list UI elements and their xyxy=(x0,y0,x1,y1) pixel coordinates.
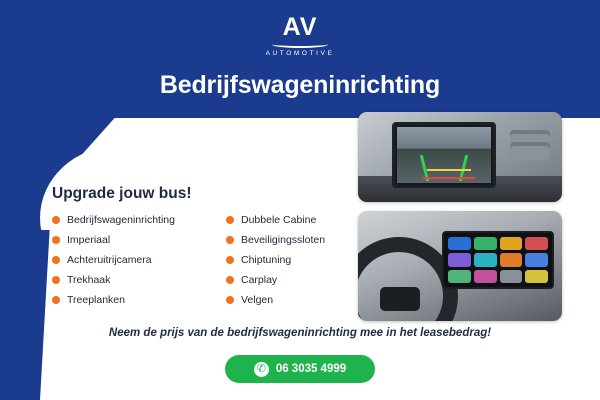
app-tile-icon xyxy=(448,270,471,283)
features-column-right xyxy=(226,210,374,310)
bullet-dot-icon xyxy=(226,256,234,264)
list-item xyxy=(52,250,200,269)
carplay-screen xyxy=(442,231,554,289)
bullet-dot-icon xyxy=(226,296,234,304)
list-item-label: Chiptuning xyxy=(241,253,292,266)
bullet-dot-icon xyxy=(52,276,60,284)
page-title: Bedrijfswageninrichting xyxy=(159,71,441,99)
list-item xyxy=(226,230,374,249)
features-lists xyxy=(52,210,374,310)
air-vent-detail xyxy=(510,130,550,160)
list-item xyxy=(52,210,200,229)
list-item xyxy=(52,230,200,249)
tagline-text: Neem de prijs van de bedrijfswageninrichting mee in het leasebedrag! xyxy=(108,327,492,339)
logo-subtitle-text: AUTOMOTIVE xyxy=(265,50,335,57)
brand-logo xyxy=(0,14,600,57)
infotainment-screen xyxy=(392,122,496,188)
guide-line-red xyxy=(423,177,475,180)
app-tile-icon xyxy=(500,253,523,266)
reversing-camera-display-photo xyxy=(358,112,562,202)
app-tile-icon xyxy=(448,237,471,250)
list-item xyxy=(52,290,200,309)
logo-swoosh-icon xyxy=(272,41,328,48)
phone-number-label: 06 3035 4999 xyxy=(275,363,347,375)
bullet-dot-icon xyxy=(226,236,234,244)
app-tile-icon xyxy=(500,270,523,283)
bullet-dot-icon xyxy=(52,216,60,224)
list-item xyxy=(52,270,200,289)
app-tile-icon xyxy=(448,253,471,266)
list-item-label: Dubbele Cabine xyxy=(241,213,317,226)
section-subtitle: Upgrade jouw bus! xyxy=(52,185,192,202)
list-item xyxy=(226,270,374,289)
app-tile-icon xyxy=(474,253,497,266)
app-tile-icon xyxy=(525,270,548,283)
app-tile-icon xyxy=(474,270,497,283)
guide-line-yellow xyxy=(427,169,471,172)
steering-wheel-carplay-screen-photo xyxy=(358,211,562,321)
logo-mark-text: AV xyxy=(282,13,318,41)
list-item-label: Carplay xyxy=(241,273,278,286)
camera-feed-image xyxy=(397,127,491,183)
list-item-label: Treeplanken xyxy=(67,293,125,306)
whatsapp-icon: ✆ xyxy=(254,362,269,377)
bullet-dot-icon xyxy=(226,276,234,284)
list-item xyxy=(226,290,374,309)
app-tile-icon xyxy=(525,253,548,266)
bullet-dot-icon xyxy=(226,216,234,224)
app-tile-icon xyxy=(474,237,497,250)
steering-wheel-hub xyxy=(380,287,420,311)
bullet-dot-icon xyxy=(52,236,60,244)
list-item-label: Imperiaal xyxy=(67,233,111,246)
whatsapp-call-button[interactable] xyxy=(225,355,375,383)
bullet-dot-icon xyxy=(52,256,60,264)
features-column-left xyxy=(52,210,200,310)
app-tile-icon xyxy=(500,237,523,250)
list-item-label: Trekhaak xyxy=(67,273,111,286)
list-item xyxy=(226,250,374,269)
list-item-label: Achteruitrijcamera xyxy=(67,253,152,266)
bullet-dot-icon xyxy=(52,296,60,304)
list-item-label: Bedrijfswageninrichting xyxy=(67,213,175,226)
list-item-label: Velgen xyxy=(241,293,274,306)
list-item xyxy=(226,210,374,229)
list-item-label: Beveiligingssloten xyxy=(241,233,326,246)
app-tile-icon xyxy=(525,237,548,250)
